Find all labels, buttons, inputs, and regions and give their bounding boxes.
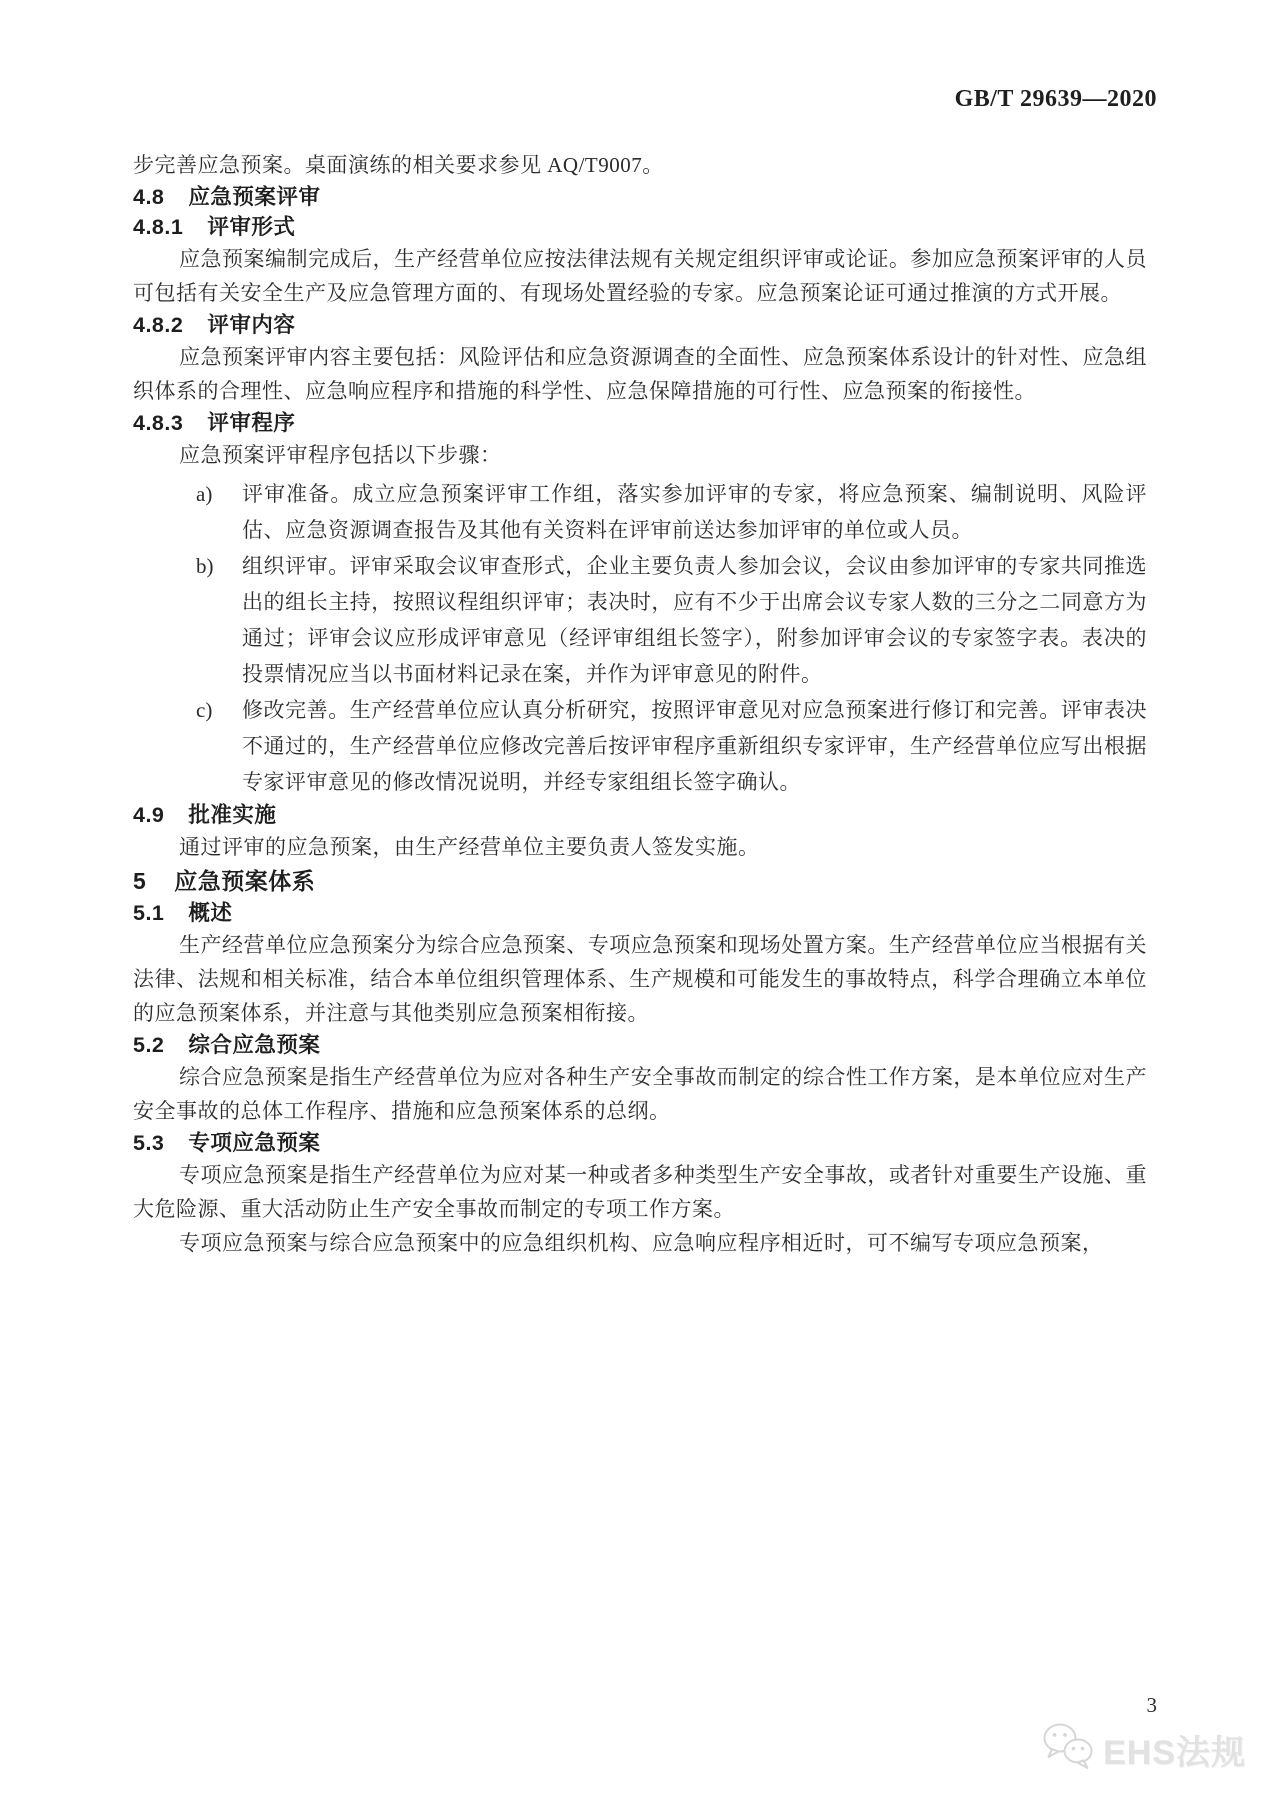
section-title: 概述 (188, 901, 233, 925)
section-heading-4-9 (133, 800, 1147, 830)
list-item-text: 修改完善。生产经营单位应认真分析研究，按照评审意见对应急预案进行修订和完善。评审表决不通过的，生产经营单位应修改完善后按评审程序重新组织专家评审，生产经营单位应写出根据专家评审意见的修改情况说明，并经专家组组长签字确认。 (242, 698, 1147, 794)
watermark (1041, 1722, 1246, 1777)
list-item-text: 评审准备。成立应急预案评审工作组，落实参加评审的专家，将应急预案、编制说明、风险评估、应急资源调查报告及其他有关资料在评审前送达参加评审的单位或人员。 (242, 482, 1147, 542)
standard-code-header: GB/T 29639—2020 (954, 86, 1157, 112)
list-item-label: b) (196, 554, 214, 578)
list-item-c (133, 692, 1147, 800)
section-heading-5-3 (133, 1128, 1147, 1158)
section-title: 评审程序 (207, 411, 296, 435)
section-number: 4.9 (133, 803, 165, 827)
para-continuation: 步完善应急预案。桌面演练的相关要求参见 AQ/T9007。 (133, 153, 664, 177)
section-heading-4-8-3 (133, 408, 1147, 438)
para-5-3-first: 专项应急预案是指生产经营单位为应对某一种或者多种类型生产安全事故，或者针对重要生产设施、重大危险源、重大活动防止生产安全事故而制定的专项工作方案。 (133, 1163, 1147, 1221)
section-title: 评审内容 (207, 313, 296, 337)
wechat-icon (1041, 1722, 1095, 1777)
para-4-8-2: 应急预案评审内容主要包括：风险评估和应急资源调查的全面性、应急预案体系设计的针对性、应急组织体系的合理性、应急响应程序和措施的科学性、应急保障措施的可行性、应急预案的衔接性。 (133, 345, 1147, 403)
section-number: 5.3 (133, 1131, 165, 1155)
section-number: 4.8.2 (133, 313, 184, 337)
section-title: 综合应急预案 (188, 1033, 321, 1057)
section-number: 4.8 (133, 185, 165, 209)
list-item-label: a) (196, 482, 213, 506)
section-heading-4-8-2 (133, 310, 1147, 340)
section-number: 5.2 (133, 1033, 165, 1057)
section-title: 评审形式 (207, 215, 296, 239)
list-item-label: c) (196, 698, 213, 722)
section-number: 4.8.3 (133, 411, 184, 435)
para-5-1: 生产经营单位应急预案分为综合应急预案、专项应急预案和现场处置方案。生产经营单位应当根据有关法律、法规和相关标准，结合本单位组织管理体系、生产规模和可能发生的事故特点，科学合理确立本单位的应急预案体系，并注意与其他类别应急预案相衔接。 (133, 933, 1147, 1025)
chapter-title: 应急预案体系 (174, 868, 316, 894)
section-number: 4.8.1 (133, 215, 184, 239)
para-4-8-1: 应急预案编制完成后，生产经营单位应按法律法规有关规定组织评审或论证。参加应急预案评审的人员可包括有关安全生产及应急管理方面的、有现场处置经验的专家。应急预案论证可通过推演的方式开展。 (133, 247, 1147, 305)
page-number: 3 (1146, 1693, 1157, 1717)
para-5-2: 综合应急预案是指生产经营单位为应对各种生产安全事故而制定的综合性工作方案，是本单位应对生产安全事故的总体工作程序、措施和应急预案体系的总纲。 (133, 1065, 1147, 1123)
para-4-9: 通过评审的应急预案，由生产经营单位主要负责人签发实施。 (179, 835, 760, 859)
section-heading-5-1 (133, 898, 1147, 928)
section-title: 批准实施 (188, 803, 277, 827)
section-heading-4-8 (133, 182, 1147, 212)
chapter-number: 5 (133, 868, 147, 894)
watermark-label: EHS法规 (1103, 1734, 1246, 1772)
section-number: 5.1 (133, 901, 165, 925)
section-heading-4-8-1 (133, 212, 1147, 242)
list-item-a (133, 476, 1147, 548)
review-steps-list (133, 476, 1147, 800)
chapter-heading-5 (133, 864, 1147, 898)
section-title: 应急预案评审 (188, 185, 321, 209)
list-item-text: 组织评审。评审采取会议审查形式，企业主要负责人参加会议，会议由参加评审的专家共同推选出的组长主持，按照议程组织评审；表决时，应有不少于出席会议专家人数的三分之二同意方为通过；评审会议应形成评审意见（经评审组组长签字），附参加评审会议的专家签字表。表决的投票情况应当以书面材料记录在案，并作为评审意见的附件。 (242, 554, 1147, 686)
para-5-3-second: 专项应急预案与综合应急预案中的应急组织机构、应急响应程序相近时，可不编写专项应急预案， (179, 1231, 1104, 1255)
section-heading-5-2 (133, 1030, 1147, 1060)
para-4-8-3-lead: 应急预案评审程序包括以下步骤： (179, 443, 502, 467)
list-item-b (133, 548, 1147, 692)
section-title: 专项应急预案 (188, 1131, 321, 1155)
